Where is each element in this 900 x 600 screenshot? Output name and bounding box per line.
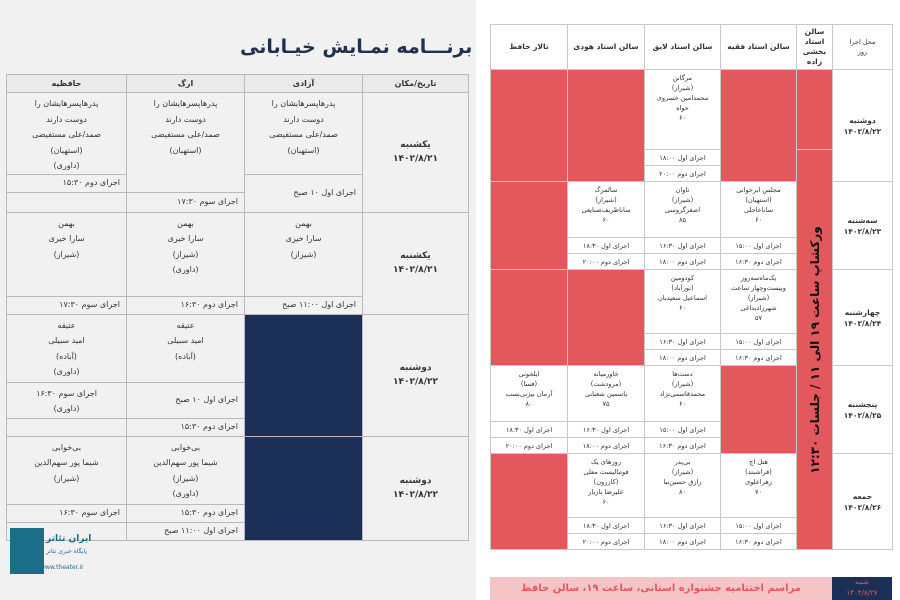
- performance-time: اجرای دوم ۱۶:۳۰: [721, 254, 797, 270]
- header-arg: ارگ: [127, 75, 245, 93]
- performance-time: اجرای اول ۱۶:۳۰: [645, 334, 721, 350]
- blank-red-cell: [797, 70, 833, 150]
- day-cell: دوشنبه ۱۴۰۲/۸/۲۲: [833, 70, 893, 182]
- blank-red-cell: [568, 70, 645, 182]
- iran-theater-logo: [10, 520, 92, 582]
- performance-time: اجرای اول ۱۰ صبح: [245, 174, 363, 212]
- performance-time: اجرای اول ۱۵:۰۰: [721, 518, 797, 534]
- program-cell: روزهای یک فوتبالیست معلی (کازرون) علیرضا بازیار ۶۰: [568, 454, 645, 518]
- day-cell: چهارشنبه ۱۴۰۲/۸/۲۴: [833, 270, 893, 366]
- performance-time: اجرای دوم ۱۸:۰۰: [645, 534, 721, 550]
- performance-time: اجرای اول ۱۶:۳۰: [568, 422, 645, 438]
- program-cell: ایلخونی (فسا) آرمان بیژنی‌نسب ۸۰: [491, 366, 568, 422]
- performance-time: اجرای دوم ۲۰:۰۰: [568, 534, 645, 550]
- performance-time: اجرای اول ۱۶:۳۰: [645, 518, 721, 534]
- program-cell: بهمن سارا خیری (شیراز): [7, 212, 127, 296]
- blank-red-cell: [721, 70, 797, 182]
- weekly-header-row: [491, 25, 893, 70]
- header-hall: سالن استاد فقیه: [721, 25, 797, 70]
- header-azadi: آزادی: [245, 75, 363, 93]
- program-cell: عتیقه امید سبیلی (آباده): [127, 314, 245, 382]
- program-cell: کودومین (نورآباد) اسماعیل سعیدیان ۶۰: [645, 270, 721, 334]
- program-cell: بهمن سارا خیری (شیراز) (داوری): [127, 212, 245, 296]
- performance-time: اجرای دوم ۲۰:۰۰: [645, 166, 721, 182]
- performance-time: اجرای سوم ۱۷:۳۰: [127, 192, 245, 212]
- blank-red-cell: [491, 454, 568, 550]
- performance-time: اجرای اول ۱۱:۰۰ صبح: [245, 296, 363, 314]
- performance-time: اجرای دوم ۲۰:۰۰: [568, 254, 645, 270]
- day-cell: جمعه ۱۴۰۲/۸/۲۶: [833, 454, 893, 550]
- performance-time: اجرای دوم ۱۸:۰۰: [568, 438, 645, 454]
- program-cell: مرگانن (شیراز) محمدامین خسروی خواه ۶۰: [645, 70, 721, 150]
- program-cell: عتیقه امید سبیلی (آباده) (داوری): [7, 314, 127, 382]
- performance-time: اجرای اول ۱۸:۳۰: [491, 422, 568, 438]
- blank-red-cell: [721, 366, 797, 454]
- program-cell: دست‌ها (شیراز) محمدقاسمی‌نژاد ۶۰: [645, 366, 721, 422]
- blank-red-cell: [491, 270, 568, 366]
- performance-time: اجرای دوم ۱۶:۳۰: [721, 350, 797, 366]
- performance-time: اجرای اول ۱۸:۰۰: [645, 150, 721, 166]
- program-cell: اجرای سوم ۱۶:۳۰ (داوری): [7, 382, 127, 418]
- performance-time: اجرای دوم ۱۵:۳۰: [127, 504, 245, 522]
- closing-ceremony-banner: مراسم اختتامیه جشنواره استانی، ساعت ۱۹، سالن حافظ: [490, 577, 832, 600]
- header-hafezieh: حافظیه: [7, 75, 127, 93]
- performance-time: اجرای سوم ۱۷:۳۰: [7, 296, 127, 314]
- program-cell: بی‌خوابی شیما پور سهم‌الدین (شیراز): [7, 436, 127, 504]
- street-header-row: [7, 75, 469, 93]
- program-cell: خاورمیانه (مرودشت) یاسمین شعبانی ۷۵: [568, 366, 645, 422]
- program-cell: هتل اچ (فراشبند) زهراعلوی ۷۰: [721, 454, 797, 518]
- performance-time: اجرای اول ۱۵:۰۰: [645, 422, 721, 438]
- blank-red-cell: [491, 70, 568, 182]
- performance-time: اجرای دوم ۱۶:۳۰: [645, 438, 721, 454]
- header-hall: سالن استاد بخشی زاده: [797, 25, 833, 70]
- program-cell: بی‌خوابی شیما پور سهم‌الدین (شیراز) (داوری): [127, 436, 245, 504]
- performance-time: اجرای دوم ۱۸:۰۰: [645, 350, 721, 366]
- performance-time: اجرای اول ۱۵:۰۰: [721, 238, 797, 254]
- performance-time: اجرای اول ۱۵:۰۰: [721, 334, 797, 350]
- day-date: ۱۴۰۲/۸/۲۱: [392, 154, 439, 165]
- street-schedule-table: [6, 74, 469, 541]
- street-schedule-title: برنـــامه نمـایش خیـابانی: [240, 36, 473, 58]
- header-hall: سالن استاد هودی: [568, 25, 645, 70]
- day-cell: دوشنبه ۱۴۰۲/۸/۲۲: [363, 314, 469, 436]
- logo-mark-icon: [10, 528, 44, 574]
- performance-time: اجرای اول ۱۶:۳۰: [645, 238, 721, 254]
- saturday-cell: شنبه ۱۴۰۲/۸/۲۷: [832, 577, 892, 600]
- program-cell: یک‌ماه‌سه‌روز وبیست‌وچهار ساعت (شیراز) شهرزادبداغی ۵۷: [721, 270, 797, 334]
- header-hall: تالار حافظ: [491, 25, 568, 70]
- program-cell: مجلس ابرخوانی (استهبان) ساناعاجلی ۶۰: [721, 182, 797, 238]
- performance-time: اجرای دوم ۱۶:۳۰: [721, 534, 797, 550]
- day-cell: سه‌شنبه ۱۴۰۲/۸/۲۳: [833, 182, 893, 270]
- performance-time: اجرای دوم ۱۸:۰۰: [645, 254, 721, 270]
- program-cell: پدرهاپسرهایشان را دوست دارند صمد/علی مستفیضی (استهبان): [127, 93, 245, 193]
- program-cell: بی‌پدر (شیراز) رازق حسین‌نیا ۸۰: [645, 454, 721, 518]
- performance-time: اجرای دوم ۱۶:۳۰: [127, 296, 245, 314]
- program-cell: پدرهاپسرهایشان را دوست دارند صمد/علی مستفیضی (استهبان): [245, 93, 363, 175]
- workshop-column: [797, 150, 833, 550]
- blank-red-cell: [491, 182, 568, 270]
- performance-time: اجرای اول ۱۸:۳۰: [568, 518, 645, 534]
- day-name: یکشنبه: [400, 140, 431, 151]
- weekly-schedule-panel: [490, 24, 892, 600]
- performance-time: اجرای سوم ۱۶:۳۰: [7, 504, 127, 522]
- day-cell: [363, 93, 469, 213]
- logo-name: ایران تئاتر: [46, 534, 92, 544]
- blank-dark-cell: [245, 314, 363, 436]
- performance-time: [7, 418, 127, 436]
- day-cell: یکشنبه ۱۴۰۲/۸/۲۱: [363, 212, 469, 314]
- day-cell: پنجشنبه ۱۴۰۲/۸/۲۵: [833, 366, 893, 454]
- program-cell: بهمن سارا خیری (شیراز): [245, 212, 363, 296]
- workshop-text: ورکشاپ ساعت ۱۹ الی ۱۱ / جلسات ۱۲:۳۰: [807, 225, 822, 474]
- performance-time: اجرای دوم ۲۰:۰۰: [491, 438, 568, 454]
- performance-time: اجرای اول ۱۸:۳۰: [568, 238, 645, 254]
- header-hall: سالن استاد لایق: [645, 25, 721, 70]
- program-cell: تاوان (شیراز) اصغرگروسی ۸۵: [645, 182, 721, 238]
- performance-time: [7, 192, 127, 212]
- header-corner: محل اجرا روز: [833, 25, 893, 70]
- header-date-place: تاریخ/مکان: [363, 75, 469, 93]
- program-cell: سالمرگ (شیراز) ساناظریف‌صنایعی ۶۰: [568, 182, 645, 238]
- blank-dark-cell: [245, 436, 363, 540]
- weekly-schedule-table: [490, 24, 893, 550]
- program-cell: پدرهاپسرهایشان را دوست دارند صمد/علی مستفیضی (استهبان) (داوری): [7, 93, 127, 175]
- logo-subtitle: پایگاه خبری تئاتر: [46, 548, 88, 555]
- performance-time: اجرای دوم ۱۵:۳۰: [7, 174, 127, 192]
- logo-url: www.theater.ir: [40, 564, 84, 571]
- performance-time: اجرای اول ۱۰ صبح: [127, 382, 245, 418]
- blank-red-cell: [568, 270, 645, 366]
- performance-time: اجرای اول ۱۱:۰۰ صبح: [127, 522, 245, 540]
- performance-time: اجرای دوم ۱۵:۳۰: [127, 418, 245, 436]
- day-cell: دوشنبه ۱۴۰۲/۸/۲۲: [363, 436, 469, 540]
